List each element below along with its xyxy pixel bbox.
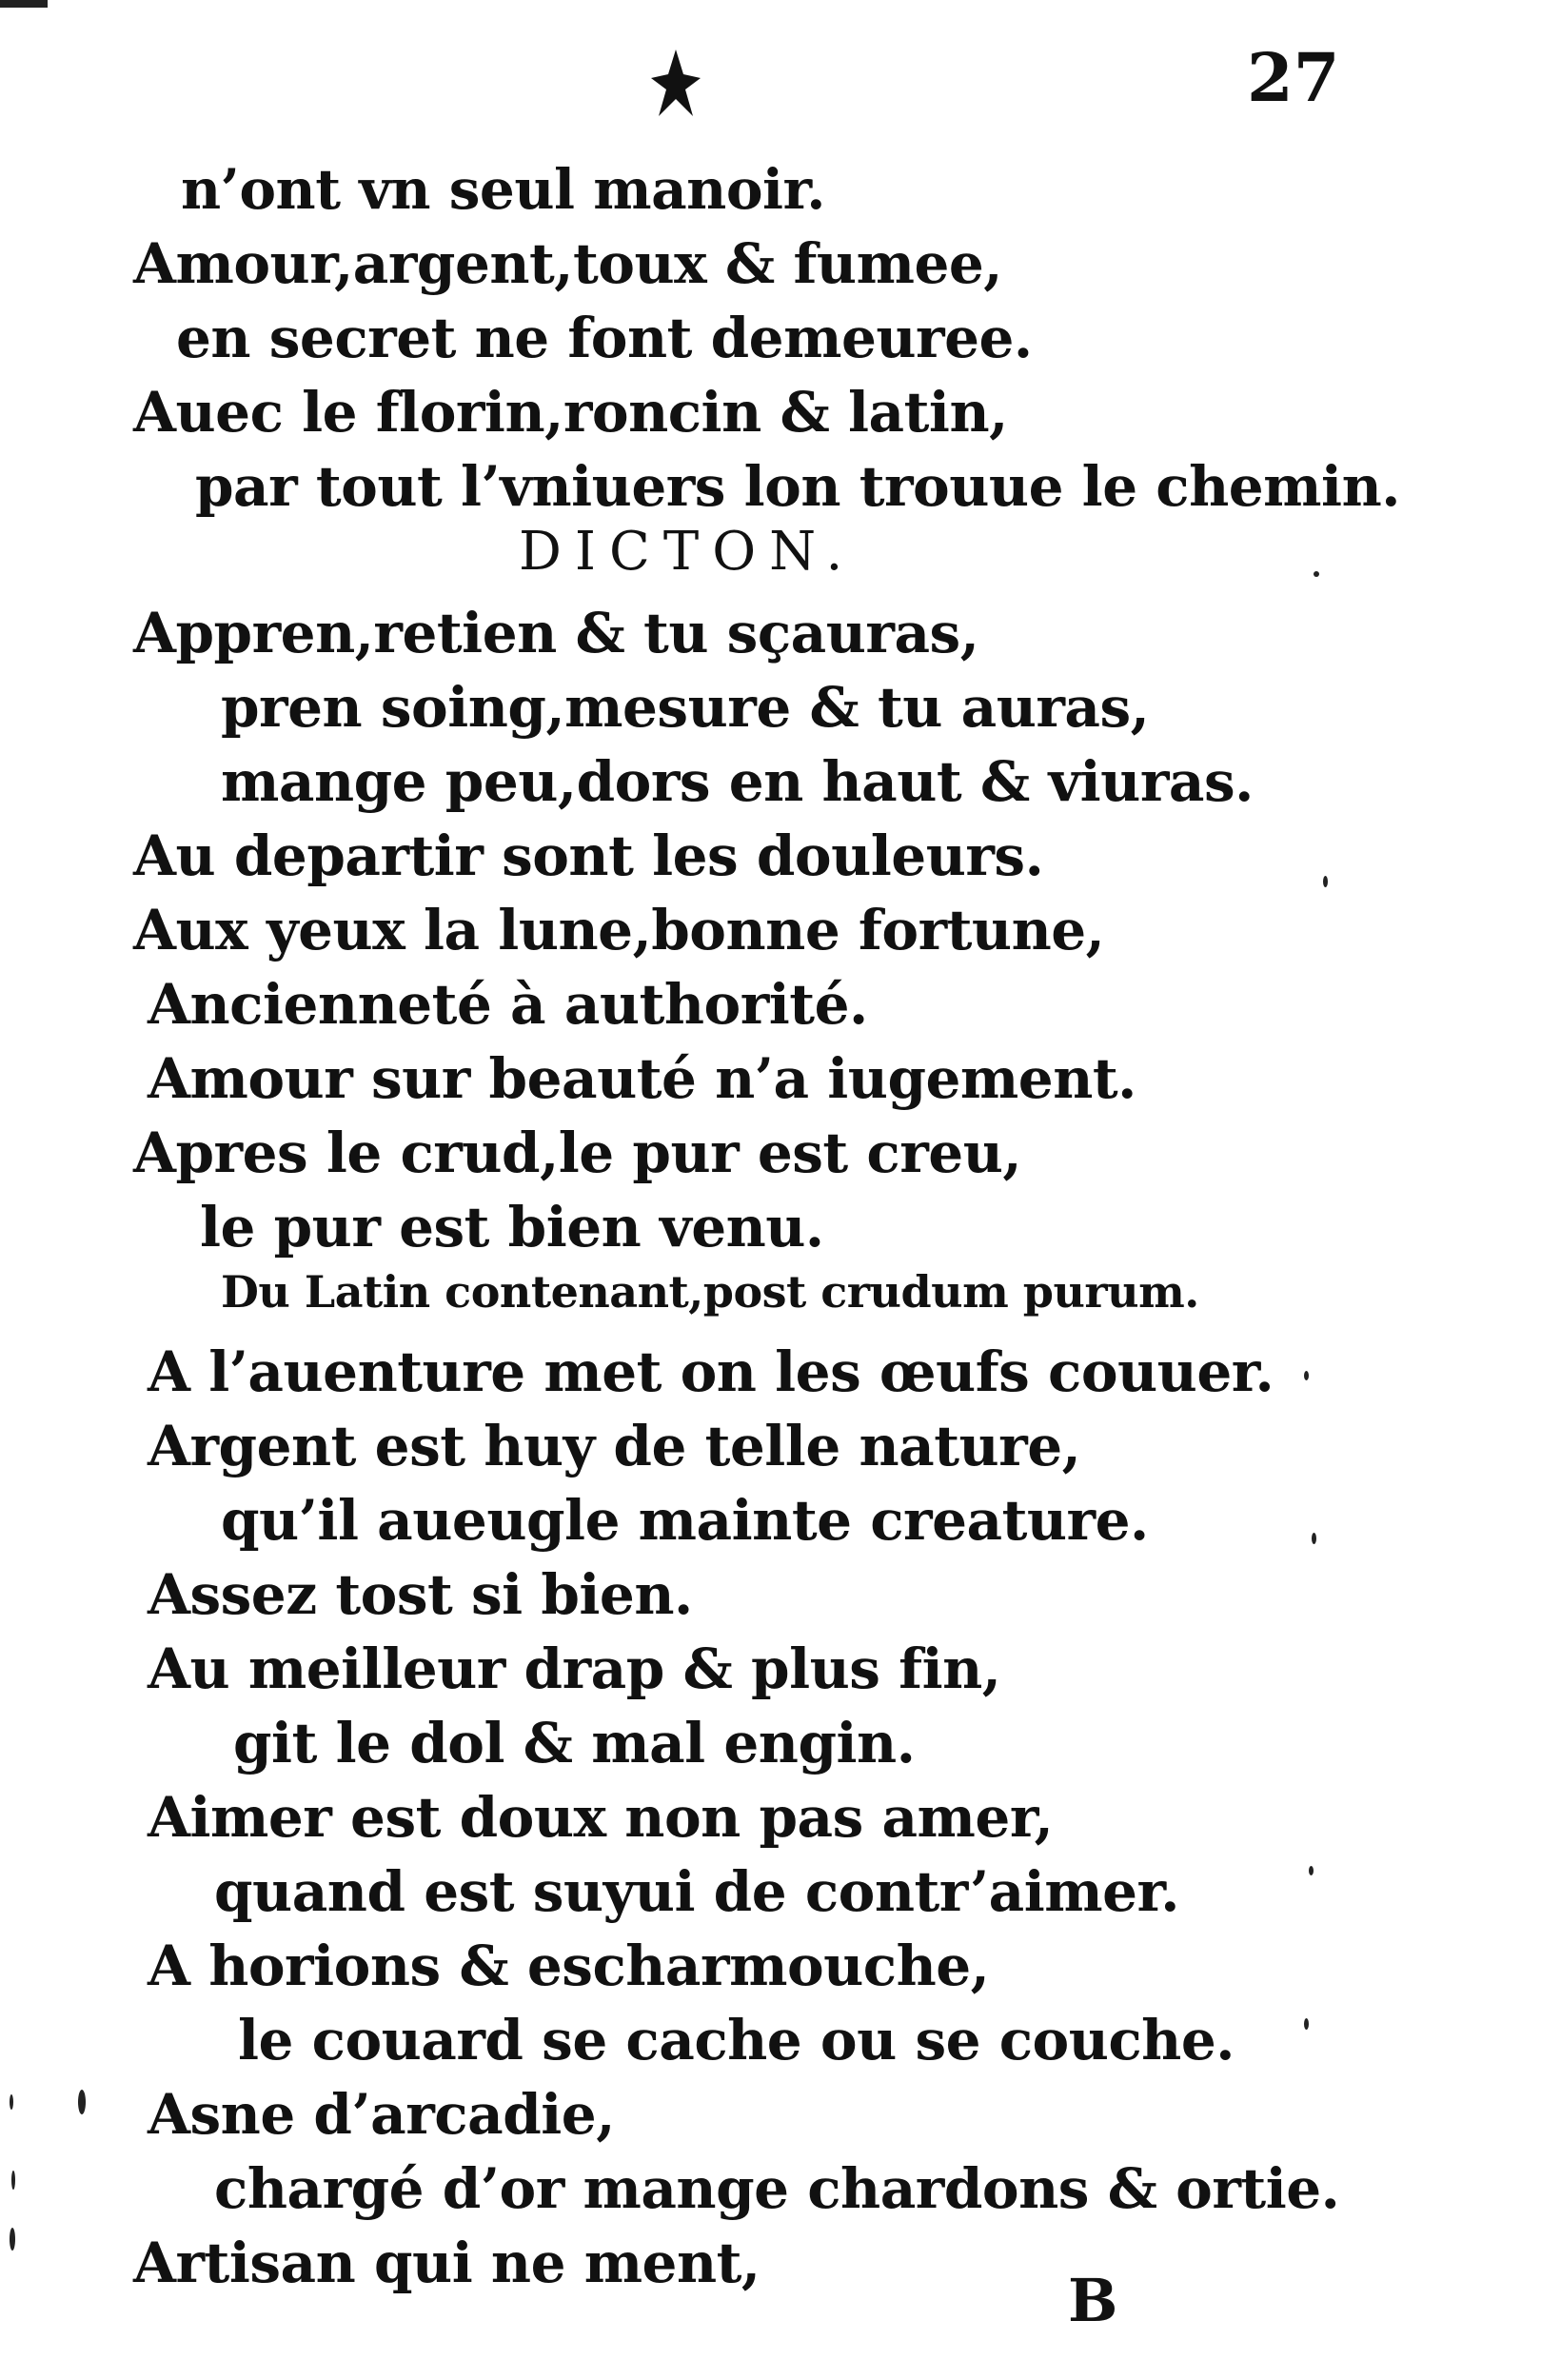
ink-speck	[1304, 1371, 1309, 1380]
text-line: Apres le crud,le pur est creu,	[133, 1121, 1022, 1185]
text-line: chargé d’or mange chardons & ortie.	[214, 2156, 1340, 2221]
text-line: Amour,argent,toux & fumee,	[133, 231, 1002, 296]
text-line: quand est suyui de contr’aimer.	[214, 1859, 1179, 1924]
text-line: Argent est huy de telle nature,	[148, 1414, 1081, 1478]
page-edge-mark	[0, 0, 48, 8]
text-line: Assez tost si bien.	[148, 1562, 693, 1627]
ink-speck	[1323, 876, 1328, 887]
text-line: A horions & escharmouche,	[148, 1934, 990, 1998]
ink-speck	[10, 2228, 15, 2251]
text-line: Auec le florin,roncin & latin,	[133, 380, 1008, 445]
text-line: le pur est bien venu.	[200, 1195, 824, 1259]
ink-speck	[1304, 2018, 1309, 2030]
text-line: en secret ne font demeuree.	[176, 306, 1033, 370]
text-line: A l’auenture met on les œufs couuer.	[148, 1339, 1274, 1404]
ink-speck	[1312, 1533, 1316, 1544]
text-line: par tout l’vniuers lon trouue le chemin.	[195, 454, 1400, 519]
text-line: mange peu,dors en haut & viuras.	[221, 749, 1254, 814]
text-line: git le dol & mal engin.	[233, 1711, 916, 1775]
text-line: Au meilleur drap & plus fin,	[148, 1636, 1001, 1701]
text-line: Du Latin contenant,post crudum purum.	[221, 1266, 1199, 1318]
text-line: Asne d’arcadie,	[148, 2082, 615, 2147]
section-heading: DICTON.	[519, 521, 857, 583]
text-line: n’ont vn seul manoir.	[181, 157, 825, 222]
text-line: le couard se cache ou se couche.	[238, 2008, 1235, 2073]
text-line: Ancienneté à authorité.	[148, 972, 868, 1037]
signature-mark: B	[1068, 2266, 1118, 2335]
ink-speck	[10, 2094, 13, 2110]
text-line: qu’il aueugle mainte creature.	[221, 1488, 1149, 1553]
text-line: Au departir sont les douleurs.	[133, 823, 1044, 888]
ink-speck	[78, 2090, 86, 2114]
page-number: 27	[1247, 38, 1340, 117]
text-line: Aux yeux la lune,bonne fortune,	[133, 898, 1105, 962]
text-line: pren soing,mesure & tu auras,	[221, 675, 1150, 740]
ink-speck	[1309, 1866, 1314, 1875]
ink-speck	[1314, 571, 1319, 577]
text-line: Appren,retien & tu sçauras,	[133, 601, 979, 665]
text-line: Aimer est doux non pas amer,	[148, 1785, 1054, 1850]
text-line: Amour sur beauté n’a iugement.	[148, 1046, 1136, 1111]
text-line: Artisan qui ne ment,	[133, 2231, 761, 2295]
ink-speck	[11, 2171, 15, 2190]
ornament-icon	[647, 46, 704, 122]
